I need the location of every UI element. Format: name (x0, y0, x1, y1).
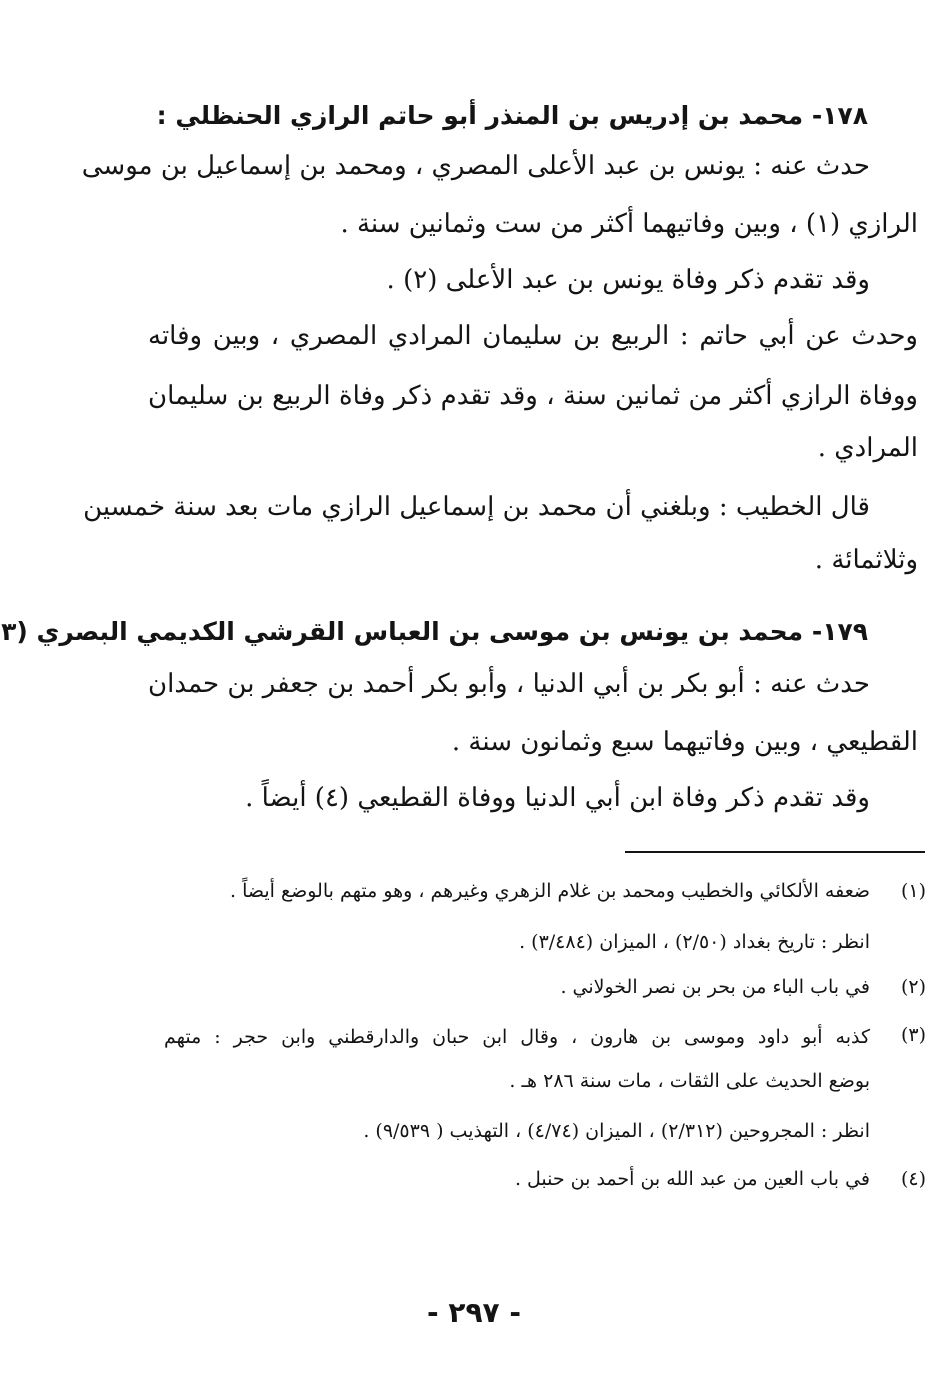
body-line: حدث عنه : يونس بن عبد الأعلى المصري ، ومحمد بن إسماعيل بن موسى (81, 151, 870, 181)
body-line: وقد تقدم ذكر وفاة ابن أبي الدنيا ووفاة القطيعي (٤) أيضاً . (245, 783, 870, 813)
body-line: المرادي . (817, 433, 918, 463)
footnote-number: (١) (900, 880, 926, 902)
body-line: حدث عنه : أبو بكر بن أبي الدنيا ، وأبو بكر أحمد بن جعفر بن حمدان (148, 669, 870, 699)
footnote-line: كذبه أبو داود وموسى بن هارون ، وقال ابن حبان والدارقطني وابن حجر : متهم (164, 1026, 870, 1048)
entry-heading-178: ١٧٨- محمد بن إدريس بن المنذر أبو حاتم الرازي الحنظلي : (156, 101, 868, 130)
body-line: وقد تقدم ذكر وفاة يونس بن عبد الأعلى (٢) . (386, 265, 870, 295)
footnote-line: انظر : تاريخ بغداد (٢/٥٠) ، الميزان (٣/٤٨٤) . (519, 931, 870, 953)
body-line: ووفاة الرازي أكثر من ثمانين سنة ، وقد تقدم ذكر وفاة الربيع بن سليمان (148, 381, 918, 411)
page-number: - ٢٩٧ - (426, 1296, 522, 1329)
footnote-separator (625, 851, 925, 853)
footnote-number: (٣) (900, 1024, 926, 1046)
entry-heading-179: ١٧٩- محمد بن يونس بن موسى بن العباس القرشي الكديمي البصري (٣ (1, 617, 868, 646)
footnote-number: (٢) (900, 976, 926, 998)
body-line: قال الخطيب : وبلغني أن محمد بن إسماعيل الرازي مات بعد سنة خمسين (83, 492, 870, 522)
body-line: وحدث عن أبي حاتم : الربيع بن سليمان المرادي المصري ، وبين وفاته (148, 321, 918, 351)
body-line: القطيعي ، وبين وفاتيهما سبع وثمانون سنة . (451, 727, 918, 757)
footnote-number: (٤) (900, 1168, 926, 1190)
body-line: وثلاثمائة . (814, 545, 918, 575)
footnote-line: انظر : المجروحين (٢/٣١٢) ، الميزان (٤/٧٤) ، التهذيب ( ٩/٥٣٩) . (363, 1120, 870, 1142)
footnote-line: بوضع الحديث على الثقات ، مات سنة ٢٨٦ هـ . (509, 1070, 870, 1092)
body-line: الرازي (١) ، وبين وفاتيهما أكثر من ست وثمانين سنة . (340, 209, 918, 239)
footnote-line: في باب العين من عبد الله بن أحمد بن حنبل . (514, 1168, 870, 1190)
footnote-line: ضعفه الألكائي والخطيب ومحمد بن غلام الزهري وغيرهم ، وهو متهم بالوضع أيضاً . (230, 880, 870, 902)
footnote-line: في باب الباء من بحر بن نصر الخولاني . (560, 976, 870, 998)
